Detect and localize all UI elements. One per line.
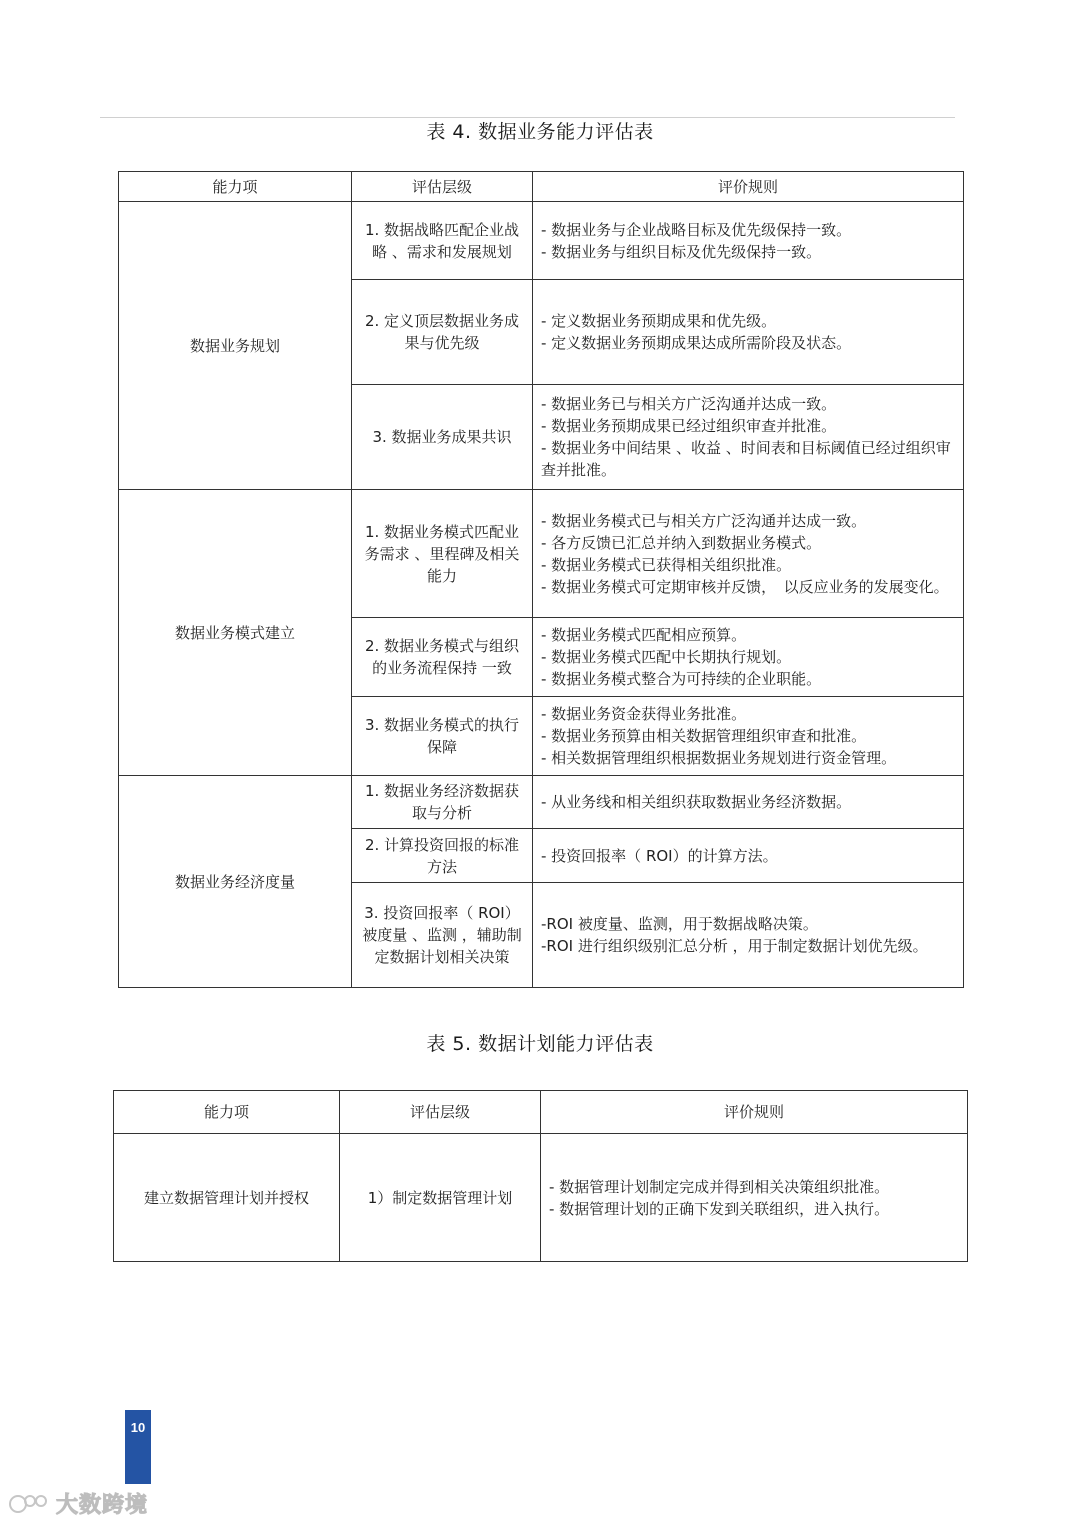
watermark-text: 大数跨境 xyxy=(56,1493,149,1518)
level-cell: 2. 数据业务模式与组织的业务流程保持 一致 xyxy=(352,618,533,697)
rule-cell xyxy=(533,829,964,883)
header-level: 评估层级 xyxy=(340,1091,541,1134)
rule-line: - 数据业务模式匹配中长期执行规划。 xyxy=(541,648,792,666)
rule-cell xyxy=(533,385,964,490)
level-cell: 3. 数据业务模式的执行保障 xyxy=(352,697,533,776)
rule-cell xyxy=(533,618,964,697)
rule-line: -ROI 进行组织级别汇总分析 ，用于制定数据计划优先级。 xyxy=(541,937,928,955)
watermark-logo-icon xyxy=(8,1491,52,1517)
rule-line: - 数据业务已与相关方广泛沟通并达成一致。 xyxy=(541,395,837,413)
rule-line: - 数据业务模式可定期审核并反馈， 以反应业务的发展变化。 xyxy=(541,577,949,596)
rule-cell xyxy=(533,883,964,988)
watermark xyxy=(8,1488,148,1519)
rule-line: - 定义数据业务预期成果达成所需阶段及状态。 xyxy=(541,334,852,352)
page-number: 10 xyxy=(130,1420,146,1435)
table-row xyxy=(114,1134,968,1262)
rule-cell xyxy=(533,280,964,385)
rule-line: - 数据业务模式整合为可持续的企业职能。 xyxy=(541,670,822,688)
level-cell: 1. 数据战略匹配企业战略 、需求和发展规划 xyxy=(352,202,533,280)
rule-line: - 各方反馈已汇总并纳入到数据业务模式。 xyxy=(541,533,822,552)
rule-line: - 投资回报率（ ROI）的计算方法。 xyxy=(541,846,778,865)
level-cell: 2. 定义顶层数据业务成果与优先级 xyxy=(352,280,533,385)
rule-line: - 相关数据管理组织根据数据业务规划进行资金管理。 xyxy=(541,749,897,767)
rule-line: - 数据业务模式已与相关方广泛沟通并达成一致。 xyxy=(541,511,867,530)
rule-line: - 数据业务预期成果已经过组织审查并批准。 xyxy=(541,417,837,435)
capability-cell: 数据业务经济度量 xyxy=(119,776,352,988)
level-cell: 3. 数据业务成果共识 xyxy=(352,385,533,490)
rule-line: - 定义数据业务预期成果和优先级。 xyxy=(541,312,777,330)
table4-header-row xyxy=(119,172,964,202)
rule-cell xyxy=(533,490,964,618)
rule-line: - 数据管理计划制定完成并得到相关决策组织批准。 xyxy=(549,1177,890,1196)
level-cell: 1. 数据业务模式匹配业务需求 、里程碑及相关能力 xyxy=(352,490,533,618)
capability-cell: 数据业务模式建立 xyxy=(119,490,352,776)
rule-line: - 数据业务与企业战略目标及优先级保持一致。 xyxy=(541,220,852,239)
table-row xyxy=(119,490,964,618)
table-row xyxy=(119,202,964,280)
header-level: 评估层级 xyxy=(352,172,533,202)
rule-line: - 数据业务与组织目标及优先级保持一致。 xyxy=(541,242,822,261)
level-cell: 1. 数据业务经济数据获取与分析 xyxy=(352,776,533,829)
header-rule: 评价规则 xyxy=(533,172,964,202)
rule-cell xyxy=(533,697,964,776)
table5-caption: 表 5. 数据计划能力评估表 xyxy=(426,1033,654,1055)
capability-cell: 数据业务规划 xyxy=(119,202,352,490)
rule-line: - 数据管理计划的正确下发到关联组织，进入执行。 xyxy=(549,1199,890,1218)
rule-line: - 数据业务资金获得业务批准。 xyxy=(541,705,747,723)
header-capability: 能力项 xyxy=(119,172,352,202)
rule-cell xyxy=(541,1134,968,1262)
rule-line: - 数据业务预算由相关数据管理组织审查和批准。 xyxy=(541,727,867,745)
table4-caption: 表 4. 数据业务能力评估表 xyxy=(426,121,654,143)
capability-cell: 建立数据管理计划并授权 xyxy=(114,1134,340,1262)
level-cell: 2. 计算投资回报的标准方法 xyxy=(352,829,533,883)
rule-line: - 数据业务模式匹配相应预算。 xyxy=(541,626,747,644)
level-cell: 1）制定数据管理计划 xyxy=(340,1134,541,1262)
table5-header-row xyxy=(114,1091,968,1134)
rule-cell xyxy=(533,776,964,829)
header-capability: 能力项 xyxy=(114,1091,340,1134)
table-row xyxy=(119,776,964,829)
rule-cell xyxy=(533,202,964,280)
rule-line: -ROI 被度量、监测，用于数据战略决策。 xyxy=(541,915,818,933)
table4 xyxy=(118,171,964,988)
header-rule: 评价规则 xyxy=(541,1091,968,1134)
rule-line: - 从业务线和相关组织获取数据业务经济数据。 xyxy=(541,793,852,811)
level-cell: 3. 投资回报率（ ROI）被度量 、监测 ，辅助制定数据计划相关决策 xyxy=(352,883,533,988)
table5 xyxy=(113,1090,968,1262)
rule-line: - 数据业务中间结果 、收益 、时间表和目标阈值已经过组织审查并批准。 xyxy=(541,439,951,479)
rule-line: - 数据业务模式已获得相关组织批准。 xyxy=(541,555,792,574)
